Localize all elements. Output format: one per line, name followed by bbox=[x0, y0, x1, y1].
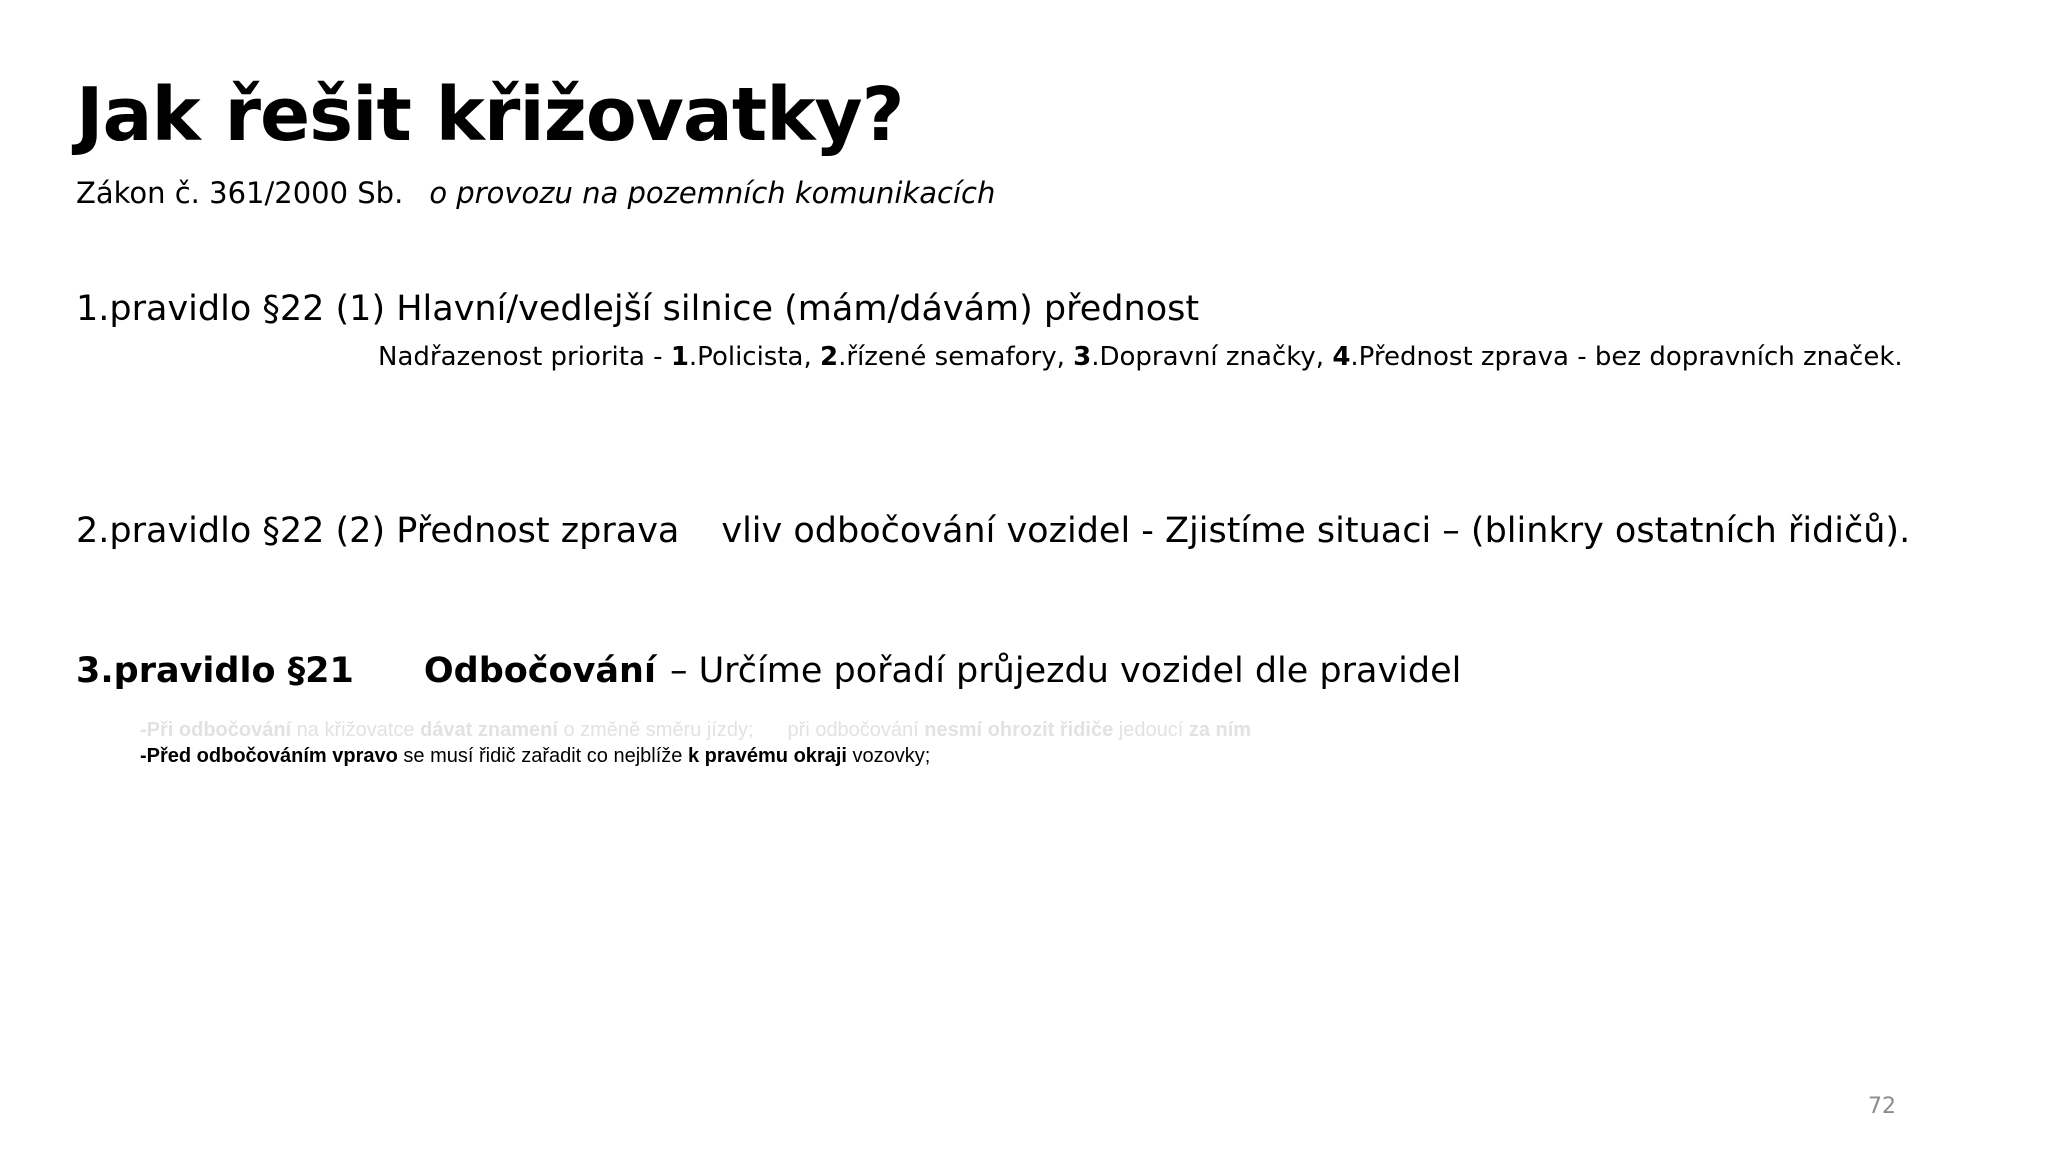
note1-text-1: na křižovatce bbox=[291, 719, 421, 741]
rule-3-topic: Odbočování bbox=[423, 651, 656, 691]
note1-text-4: jedoucí bbox=[1113, 719, 1189, 741]
law-reference bbox=[76, 176, 995, 211]
priority-num-1: 1 bbox=[670, 342, 689, 372]
turning-note-faded bbox=[140, 718, 1251, 742]
note1-bold-3: nesmí ohrozit řidiče bbox=[924, 719, 1114, 741]
priority-order bbox=[378, 342, 1903, 373]
priority-item-2: .řízené semafory, bbox=[838, 342, 1074, 372]
rule-3 bbox=[76, 650, 1461, 692]
note1-bold-4: za ním bbox=[1188, 719, 1252, 741]
law-number: Zákon č. 361/2000 Sb. bbox=[76, 176, 404, 210]
priority-item-1: .Policista, bbox=[688, 342, 821, 372]
rule-2-detail: vliv odbočování vozidel - Zjistíme situaci – (blinkry ostatních řidičů). bbox=[721, 511, 1911, 551]
note2-text-2: vozovky; bbox=[846, 745, 931, 767]
slide-title: Jak řešit křižovatky? bbox=[76, 72, 904, 158]
priority-num-4: 4 bbox=[1332, 342, 1351, 372]
rule-2 bbox=[76, 510, 1910, 552]
note1-text-3: při odbočování bbox=[787, 719, 925, 741]
note1-bold-2: dávat znamení bbox=[420, 719, 558, 741]
note1-bold-1: -Při odbočování bbox=[140, 719, 292, 741]
rule-3-head: 3.pravidlo §21 bbox=[76, 651, 354, 691]
note1-text-2: o změně směru jízdy; bbox=[557, 719, 754, 741]
priority-intro: Nadřazenost priorita - bbox=[378, 342, 671, 372]
note2-bold-2: k pravému okraji bbox=[687, 745, 847, 767]
priority-item-3: .Dopravní značky, bbox=[1091, 342, 1333, 372]
turning-note-right bbox=[140, 744, 930, 768]
page-number: 72 bbox=[1868, 1094, 1896, 1119]
note2-text-1: se musí řidič zařadit co nejblíže bbox=[397, 745, 688, 767]
priority-num-2: 2 bbox=[820, 342, 839, 372]
priority-num-3: 3 bbox=[1073, 342, 1092, 372]
priority-item-4: .Přednost zprava - bez dopravních značek. bbox=[1350, 342, 1903, 372]
rule-3-detail: – Určíme pořadí průjezdu vozidel dle pravidel bbox=[669, 651, 1462, 691]
rule-1: 1.pravidlo §22 (1) Hlavní/vedlejší silnice (mám/dávám) přednost bbox=[76, 289, 1200, 329]
law-name: o provozu na pozemních komunikacích bbox=[429, 176, 996, 210]
rule-2-head: 2.pravidlo §22 (2) Přednost zprava bbox=[76, 511, 680, 551]
note2-bold-1: -Před odbočováním vpravo bbox=[140, 745, 398, 767]
